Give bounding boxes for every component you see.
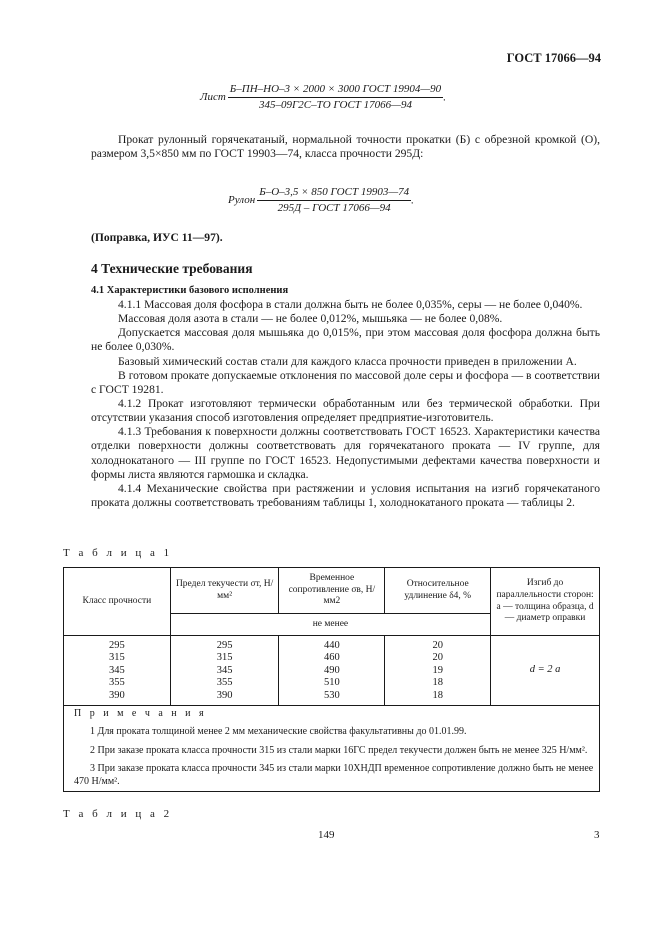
cell: 355 — [109, 677, 125, 689]
table1-caption: Т а б л и ц а 1 — [63, 547, 173, 559]
note-2: 2 При заказе проката класса прочности 315 из стали марки 16ГС предел текучести должен быть не менее 325 Н/мм². — [90, 744, 588, 756]
paragraph-4-1-1-d: Базовый химический состав стали для каждого класса прочности приведен в приложении А. — [118, 354, 577, 368]
paragraph-4-1-3: 4.1.3 Требования к поверхности должны соответствовать ГОСТ 16523. Характеристики качества отделки поверхности должны соответствовать для горячекатаного проката — IV группе, для холоднокатаного — III группе по ГОСТ 16523. Недопустимыми дефектами качества поверхности и формы листа являются гармошка и складка. — [91, 425, 600, 481]
paragraph-4-1-1-a: 4.1.1 Массовая доля фосфора в стали должна быть не более 0,035%, серы — не более 0,040%. — [118, 298, 583, 311]
cell: 315 — [216, 652, 233, 664]
notes-title: П р и м е ч а н и я — [74, 708, 207, 719]
formula-roll-tail: . — [411, 194, 414, 207]
cell: 20 — [432, 652, 443, 664]
table-mechanical-properties — [63, 567, 600, 792]
col-yield — [170, 636, 279, 706]
cell: 440 — [324, 640, 340, 651]
bend-value: d = 2 a — [491, 636, 600, 706]
cell: 295 — [216, 640, 233, 651]
cell: 295 — [109, 640, 125, 651]
formula-sheet-numerator: Б–ПН–НО–3 × 2000 × 3000 ГОСТ 19904—90 — [229, 83, 442, 95]
section-body — [91, 298, 600, 510]
page-number: 149 — [318, 829, 335, 841]
header-min: не менее — [170, 614, 490, 636]
cell: 390 — [109, 689, 125, 701]
cell: 530 — [324, 689, 340, 701]
formula-sheet-fraction — [228, 83, 443, 113]
table1-values-row — [64, 636, 600, 706]
note-3: 3 При заказе проката класса прочности 345 из стали марки 10ХНДП временное сопротивление должно быть не менее 470 Н/мм². — [74, 763, 594, 787]
cell: 510 — [324, 677, 340, 689]
header-tensile: Временное сопротивление σв, Н/мм2 — [279, 568, 385, 614]
cell: 19 — [432, 664, 443, 676]
formula-roll-fraction — [257, 186, 411, 216]
paragraph-4-1-1-c: Допускается массовая доля мышьяка до 0,015%, при этом массовая доля фосфора должна быть не более 0,030%. — [91, 326, 600, 354]
formula-sheet-label: Лист — [200, 91, 226, 104]
cell: 20 — [432, 640, 443, 651]
amendment-note: (Поправка, ИУС 11—97). — [91, 231, 223, 244]
cell: 345 — [216, 664, 233, 676]
cell: 18 — [432, 689, 443, 701]
cell: 345 — [109, 664, 125, 676]
note-1: 1 Для проката толщиной менее 2 мм механические свойства факультативны до 01.01.99. — [90, 726, 467, 738]
sheet-number: 3 — [594, 829, 600, 841]
cell: 18 — [432, 677, 443, 689]
col-tensile — [279, 636, 385, 706]
header-bend: Изгиб до параллельности сторон: a — толщина образца, d — диаметр оправки — [491, 568, 600, 636]
paragraph-roll: Прокат рулонный горячекатаный, нормальной точности прокатки (Б) с обрезной кромкой (О), размером 3,5×850 мм по ГОСТ 19903—74, класса прочности 295Д: — [91, 133, 600, 161]
col-elongation — [385, 636, 491, 706]
formula-sheet-denominator: 345–09Г2С–ТО ГОСТ 17066—94 — [228, 97, 443, 112]
table1-notes — [64, 706, 600, 792]
formula-roll-numerator: Б–О–3,5 × 850 ГОСТ 19903—74 — [259, 186, 410, 198]
cell: 390 — [216, 689, 233, 701]
table1-header-row — [64, 568, 600, 614]
paragraph-4-1-4: 4.1.4 Механические свойства при растяжении и условия испытания на изгиб горячекатаного проката должны соответствовать требованиям таблицы 1, холоднокатаного проката — таблицы 2. — [91, 481, 600, 509]
formula-roll-denominator: 295Д – ГОСТ 17066—94 — [257, 200, 411, 215]
paragraph-4-1-1-e: В готовом прокате допускаемые отклонения по массовой доле серы и фосфора — в соответствии с ГОСТ 19281. — [91, 368, 600, 396]
formula-roll — [228, 186, 414, 216]
paragraph-4-1-2: 4.1.2 Прокат изготовляют термически обработанным или без термической обработки. При отсутствии указания способ изготовления определяет предприятие-изготовитель. — [91, 396, 600, 425]
cell: 355 — [216, 677, 233, 689]
standard-number: ГОСТ 17066—94 — [506, 51, 601, 65]
table1-notes-row — [64, 706, 600, 792]
cell: 315 — [109, 652, 125, 664]
col-class — [64, 636, 171, 706]
paragraph-4-1-1-b: Массовая доля азота в стали — не более 0,012%, мышьяка — не более 0,08%. — [118, 312, 503, 326]
cell: 490 — [324, 664, 340, 676]
table2-caption: Т а б л и ц а 2 — [63, 808, 173, 820]
formula-roll-label: Рулон — [228, 194, 256, 207]
header-class: Класс прочности — [64, 568, 171, 636]
subsection-title: 4.1 Характеристики базового исполнения — [91, 285, 289, 296]
header-yield: Предел текучести σт, Н/мм² — [170, 568, 279, 614]
formula-sheet-tail: . — [443, 91, 446, 104]
header-elongation: Относительное удлинение δ4, % — [385, 568, 491, 614]
cell: 460 — [324, 652, 340, 664]
section-title: 4 Технические требования — [91, 261, 253, 276]
formula-sheet — [200, 83, 446, 113]
